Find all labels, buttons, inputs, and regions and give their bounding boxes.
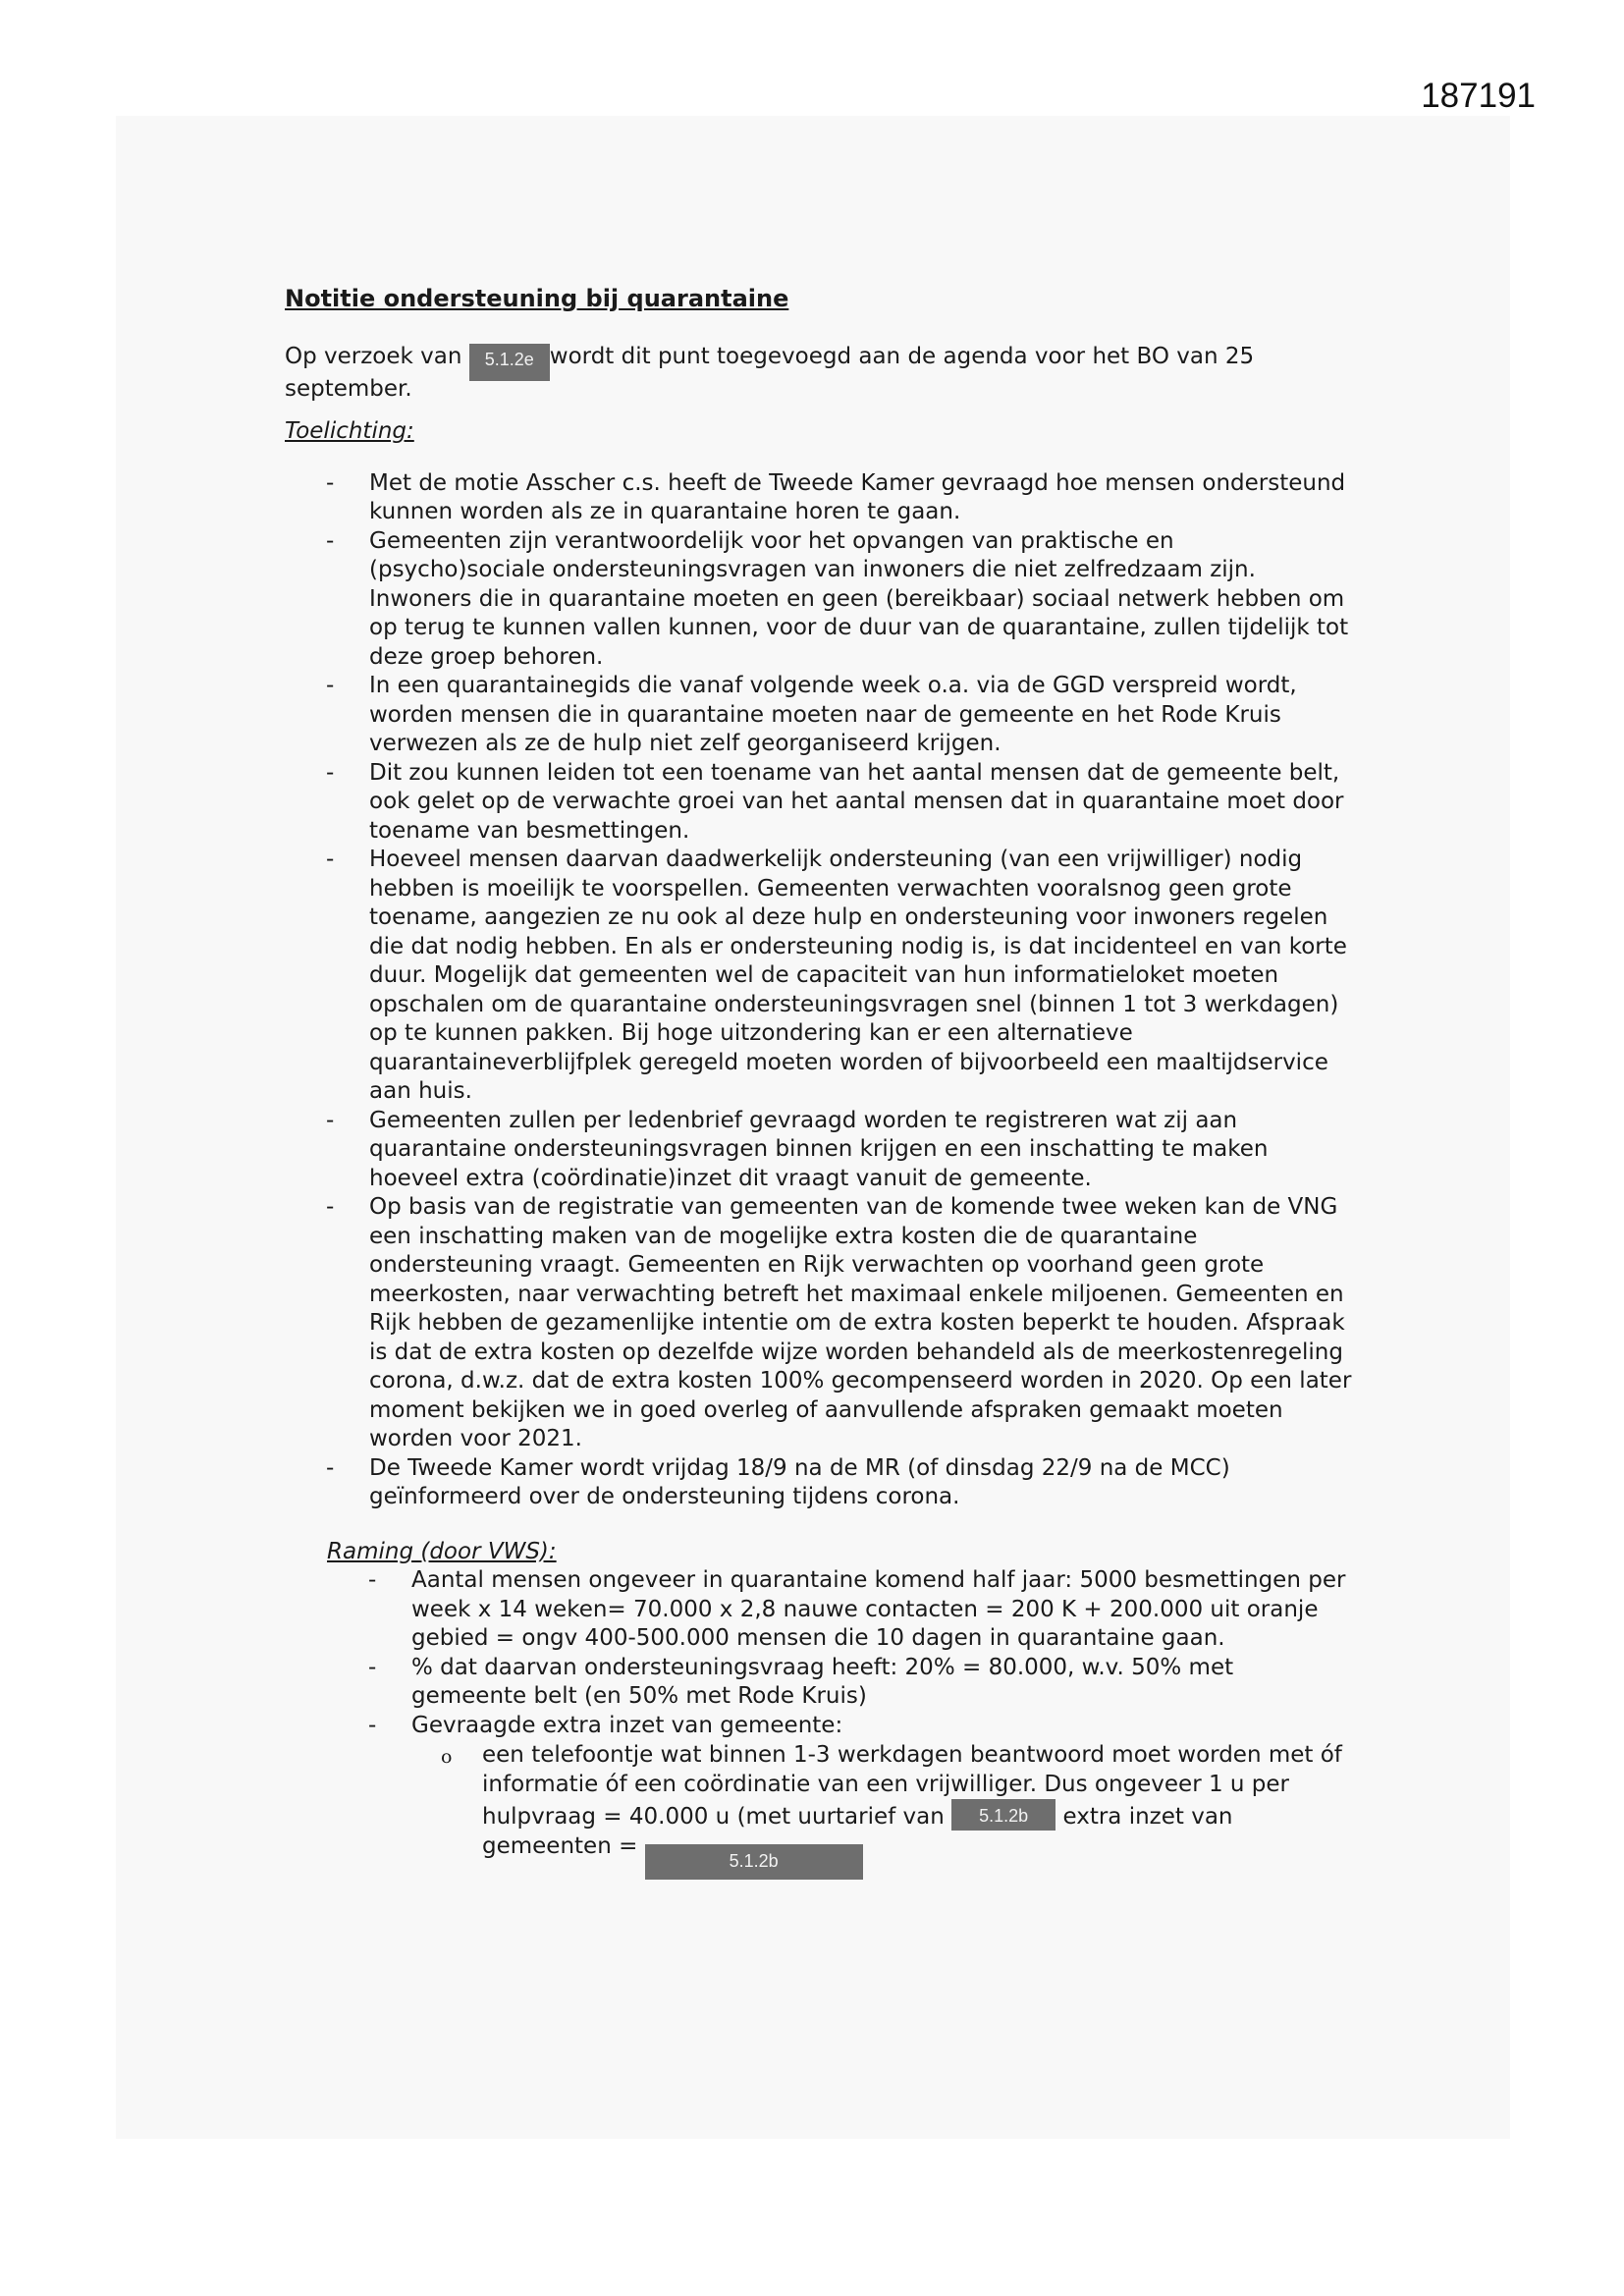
dash-bullet-icon: - bbox=[326, 847, 335, 872]
list-item bbox=[285, 1193, 1355, 1454]
dash-bullet-icon: - bbox=[326, 469, 335, 496]
list-item-text: Hoeveel mensen daarvan daadwerkelijk ondersteuning (van een vrijwilliger) nodig hebben is moeilijk te voorspellen. Gemeenten verwachten vooralsnog geen grote toename, aangezien ze nu ook al deze hulp en ondersteuning voor inwoners regelen die dat nodig hebben. En als er ondersteuning nodig is, is dat incidenteel en van korte duur. Mogelijk dat gemeenten wel de capaciteit van hun informatieloket moeten opschalen om de quarantaine ondersteuningsvragen snel (binnen 1 tot 3 werkdagen) op te kunnen pakken. Bij hoge uitzondering kan er een alternatieve quarantaineverblijfplek geregeld moeten worden of bijvoorbeeld een maaltijdservice aan huis. bbox=[369, 847, 1347, 1104]
list-item bbox=[285, 469, 1355, 527]
raming-list bbox=[327, 1566, 1355, 1880]
list-item-text: Gemeenten zullen per ledenbrief gevraagd worden te registreren wat zij aan quarantaine ondersteuningsvragen binnen krijgen en een inschatting te maken hoeveel extra (coördinatie)inzet dit vraagt vanuit de gemeente. bbox=[369, 1107, 1269, 1191]
list-item-text: Gemeenten zijn verantwoordelijk voor het opvangen van praktische en (psycho)sociale ondersteuningsvragen van inwoners die niet zelfredzaam zijn. Inwoners die in quarantaine moeten en geen (bereikbaar) sociaal netwerk hebben om op terug te kunnen vallen kunnen, voor de duur van de quarantaine, zullen tijdelijk tot deze groep behoren. bbox=[369, 527, 1349, 670]
toelichting-heading: Toelichting: bbox=[285, 418, 414, 444]
dash-bullet-icon: - bbox=[368, 1654, 377, 1680]
list-item bbox=[327, 1566, 1355, 1654]
intro-text-before: Op verzoek van bbox=[285, 343, 469, 369]
redaction-box: 5.1.2b bbox=[645, 1844, 863, 1880]
list-item-text: In een quarantainegids die vanaf volgende week o.a. via de GGD verspreid wordt, worden mensen die in quarantaine moeten naar de gemeente en het Rode Kruis verwezen als ze de hulp niet zelf georganiseerd krijgen. bbox=[369, 673, 1297, 756]
list-item bbox=[285, 1454, 1355, 1512]
dash-bullet-icon: - bbox=[326, 759, 335, 786]
list-item-text: De Tweede Kamer wordt vrijdag 18/9 na de MR (of dinsdag 22/9 na de MCC) geïnformeerd over de ondersteuning tijdens corona. bbox=[369, 1454, 1230, 1509]
circle-bullet-icon: o bbox=[441, 1746, 453, 1768]
list-item bbox=[327, 1654, 1355, 1712]
redaction-box: 5.1.2e bbox=[469, 344, 550, 381]
dash-bullet-icon: - bbox=[326, 1107, 335, 1133]
document-body bbox=[285, 285, 1355, 1880]
sub-list-item bbox=[441, 1741, 1355, 1880]
raming-section bbox=[327, 1538, 1355, 1880]
dash-bullet-icon: - bbox=[368, 1712, 377, 1738]
list-item bbox=[285, 846, 1355, 1107]
list-item bbox=[327, 1712, 1355, 1880]
list-item-text: Aantal mensen ongeveer in quarantaine komend half jaar: 5000 besmettingen per week x 14 weken= 70.000 x 2,8 nauwe contacten = 200 K + 200.000 uit oranje gebied = ongv 400-500.000 mensen die 10 dagen in quarantaine gaan. bbox=[411, 1567, 1346, 1651]
sub-list-wrapper bbox=[411, 1741, 1355, 1880]
list-item-text: % dat daarvan ondersteuningsvraag heeft: 20% = 80.000, w.v. 50% met gemeente belt (en 50% met Rode Kruis) bbox=[411, 1654, 1234, 1709]
sub-list bbox=[441, 1741, 1355, 1880]
list-item-text: Gevraagde extra inzet van gemeente: bbox=[411, 1712, 843, 1738]
dash-bullet-icon: - bbox=[326, 1454, 335, 1481]
sub-item-text-middle: extra inzet van gemeenten = bbox=[482, 1804, 1233, 1859]
redaction-box: 5.1.2b bbox=[951, 1799, 1056, 1831]
intro-paragraph bbox=[285, 343, 1355, 405]
dash-bullet-icon: - bbox=[368, 1567, 377, 1593]
list-item-text: Dit zou kunnen leiden tot een toename van het aantal mensen dat de gemeente belt, ook gelet op de verwachte groei van het aantal mensen dat in quarantaine moet door toename van besmettingen. bbox=[369, 759, 1344, 844]
intro-text-after: wordt dit punt toegevoegd aan de agenda voor het BO van 25 september. bbox=[285, 343, 1255, 402]
dash-bullet-icon: - bbox=[326, 673, 335, 698]
list-item bbox=[285, 759, 1355, 847]
list-item bbox=[285, 672, 1355, 759]
list-item bbox=[285, 1107, 1355, 1194]
list-item-text: Met de motie Asscher c.s. heeft de Tweede Kamer gevraagd hoe mensen ondersteund kunnen worden als ze in quarantaine horen te gaan. bbox=[369, 469, 1346, 524]
list-item-text: Op basis van de registratie van gemeenten van de komende twee weken kan de VNG een inschatting maken van de mogelijke extra kosten die de quarantaine ondersteuning vraagt. Gemeenten en Rijk verwachten op voorhand geen grote meerkosten, naar verwachting betreft het maximaal enkele miljoenen. Gemeenten en Rijk hebben de gezamenlijke intentie om de extra kosten beperkt te houden. Afspraak is dat de extra kosten op dezelfde wijze worden behandeld als de meerkostenregeling corona, d.w.z. dat de extra kosten 100% gecompenseerd worden in 2020. Op een later moment bekijken we in goed overleg of aanvullende afspraken gemaakt moeten worden voor 2021. bbox=[369, 1194, 1352, 1451]
list-item bbox=[285, 527, 1355, 673]
sub-item-text-before: een telefoontje wat binnen 1-3 werkdagen beantwoord moet worden met óf informatie óf een coördinatie van een vrijwilliger. Dus ongeveer 1 u per hulpvraag = 40.000 u (met uurtarief van bbox=[482, 1742, 1342, 1830]
dash-bullet-icon: - bbox=[326, 1194, 335, 1220]
toelichting-list bbox=[285, 469, 1355, 1512]
document-title: Notitie ondersteuning bij quarantaine bbox=[285, 285, 789, 312]
raming-heading: Raming (door VWS): bbox=[327, 1538, 557, 1564]
document-id: 187191 bbox=[1421, 77, 1536, 115]
dash-bullet-icon: - bbox=[326, 527, 335, 554]
